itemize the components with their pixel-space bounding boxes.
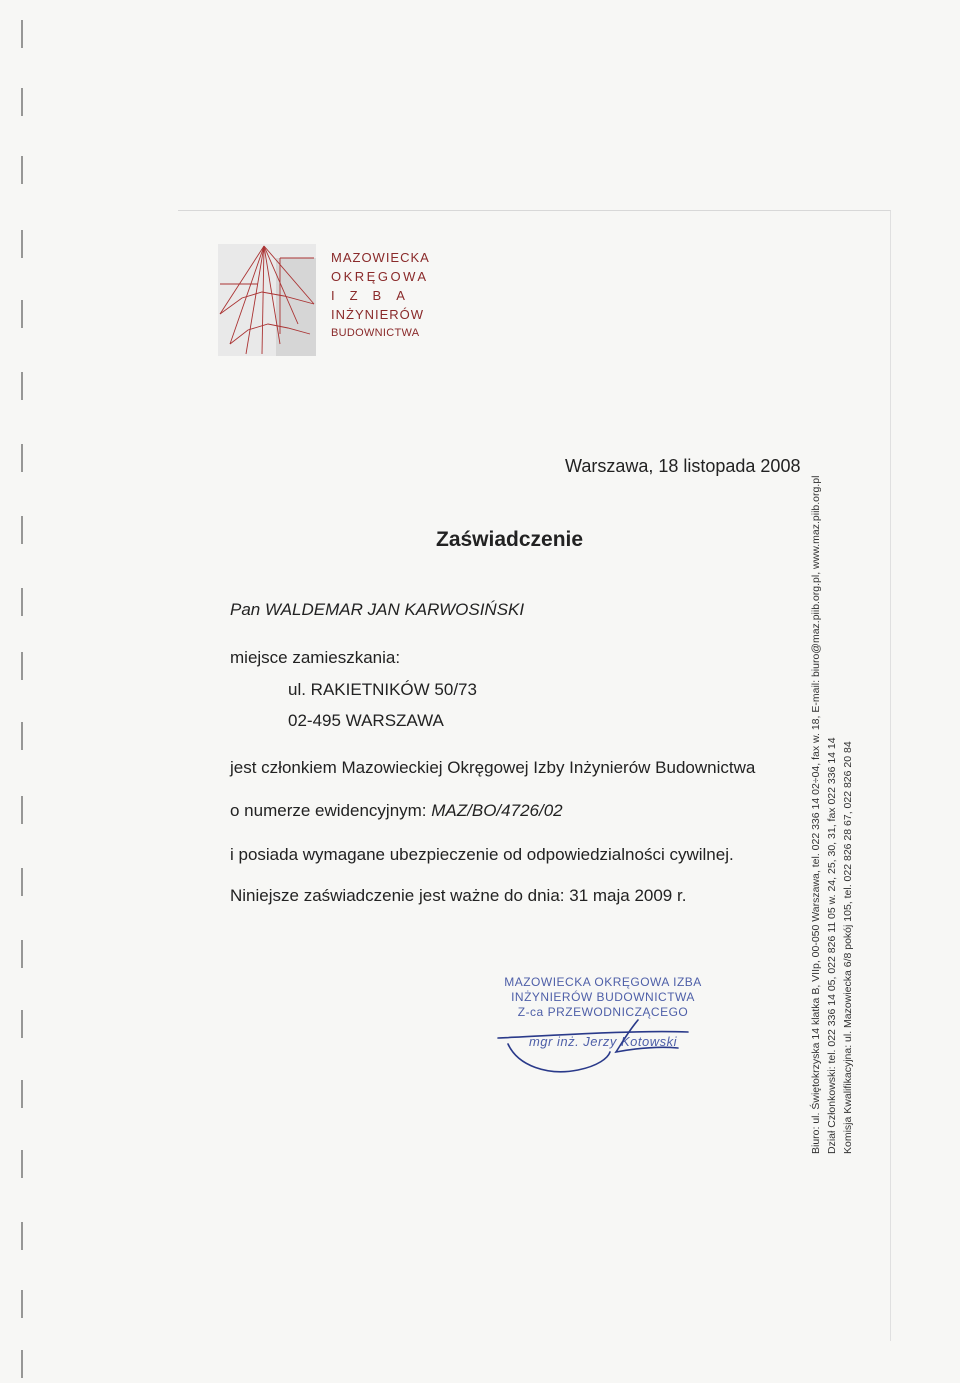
logo-line-1: MAZOWIECKA bbox=[331, 250, 430, 265]
logo-line-5: BUDOWNICTWA bbox=[331, 327, 420, 339]
footer-commission-line: Komisja Kwalifikacyjna: ul. Mazowiecka 6/8 pokój 105, tel. 022 826 28 67, 022 826 20 84 bbox=[842, 741, 854, 1154]
insurance-statement: i posiada wymagane ubezpieczenie od odpowiedzialności cywilnej. bbox=[230, 845, 734, 864]
footer-office-line: Biuro: ul. Świętokrzyska 14 klatka B, VIIp, 00-050 Warszawa, tel. 022 336 14 02÷04, fax w. 18, E-mail: biuro@maz.piib.org.pl, www.maz.piib.org.pl bbox=[810, 475, 822, 1154]
validity-statement: Niniejsze zaświadczenie jest ważne do dnia: 31 maja 2009 r. bbox=[230, 886, 687, 905]
registration-number-line bbox=[230, 801, 563, 821]
person-name: Pan WALDEMAR JAN KARWOSIŃSKI bbox=[230, 600, 525, 619]
registration-number-label: o numerze ewidencyjnym: bbox=[230, 801, 427, 820]
document-date: Warszawa, 18 listopada 2008 bbox=[565, 456, 801, 476]
registration-number: MAZ/BO/4726/02 bbox=[431, 801, 563, 820]
stamp-line-1: MAZOWIECKA OKRĘGOWA IZBA bbox=[504, 975, 702, 989]
chamber-logo-graphic bbox=[218, 244, 316, 356]
document-title: Zaświadczenie bbox=[436, 528, 584, 551]
stamp-line-2: INŻYNIERÓW BUDOWNICTWA bbox=[511, 990, 695, 1004]
binder-edge-marks bbox=[0, 0, 40, 1383]
stamp-signatory-name: mgr inż. Jerzy Kotowski bbox=[528, 1034, 678, 1049]
logo-line-3: IZBA bbox=[331, 288, 420, 303]
footer-membership-line: Dział Członkowski: tel. 022 336 14 05, 022 826 11 05 w. 24, 25, 30, 31, fax 022 336 14 14 bbox=[826, 737, 838, 1154]
handwritten-signature bbox=[488, 1008, 718, 1078]
stamp-line-3: Z-ca PRZEWODNICZĄCEGO bbox=[517, 1005, 689, 1019]
logo-line-2: OKRĘGOWA bbox=[331, 269, 429, 284]
logo-line-4: INŻYNIERÓW bbox=[331, 307, 425, 322]
address-footer-vertical bbox=[808, 300, 870, 1160]
membership-statement: jest członkiem Mazowieckiej Okręgowej Izby Inżynierów Budownictwa bbox=[230, 758, 756, 777]
chamber-logo-text bbox=[331, 248, 491, 343]
address-city: 02-495 WARSZAWA bbox=[288, 711, 444, 730]
address-label: miejsce zamieszkania: bbox=[230, 648, 401, 667]
address-street: ul. RAKIETNIKÓW 50/73 bbox=[288, 680, 477, 699]
